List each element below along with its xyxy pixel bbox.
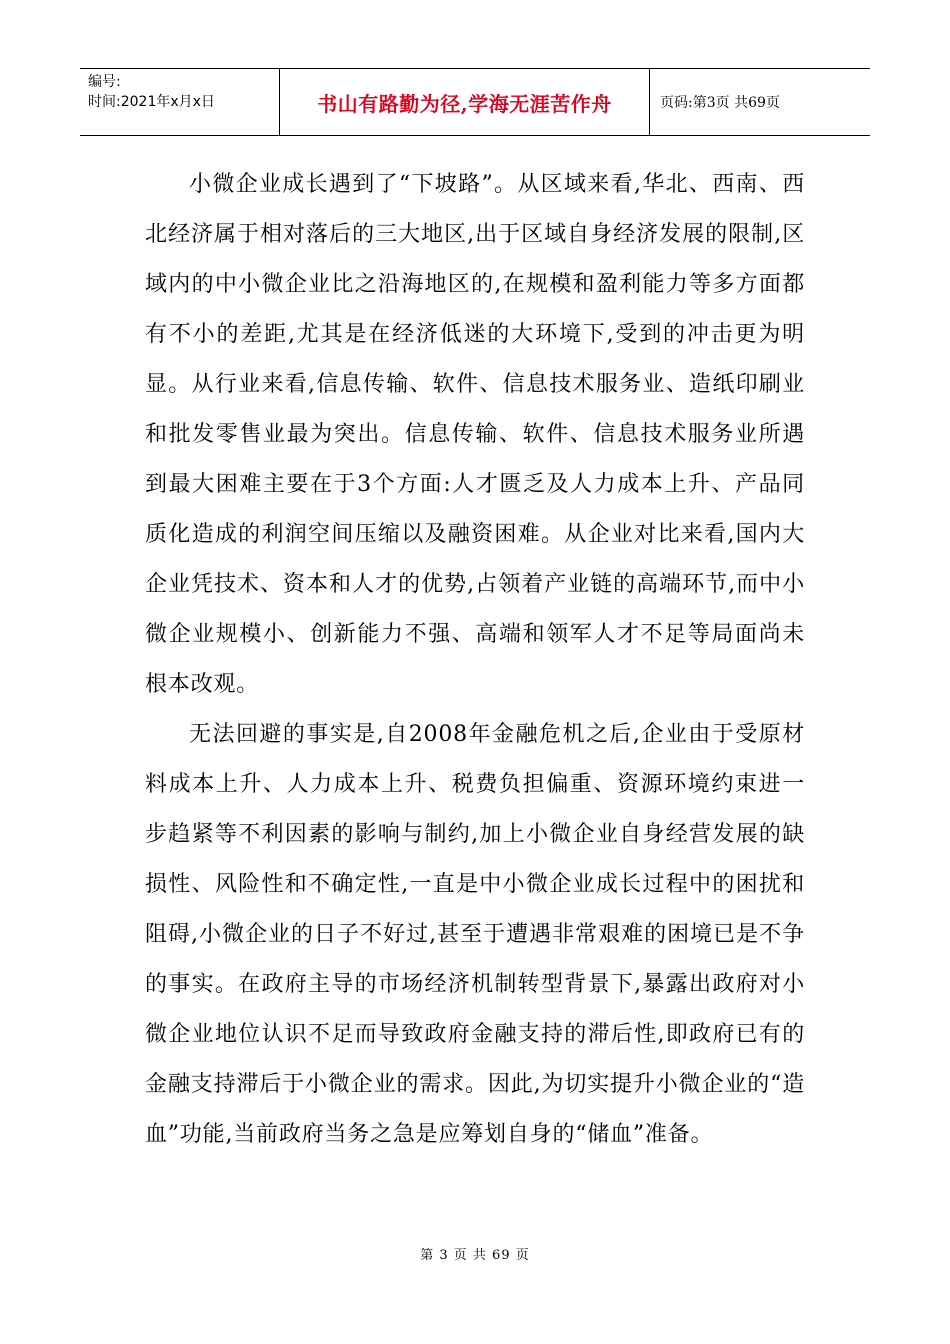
document-number-label: 编号: [88,74,121,90]
header-page-info: 页码:第3页 共69页 [660,95,780,111]
paragraph-1: 小微企业成长遇到了“下坡路”。从区域来看,华北、西南、西北经济属于相对落后的三大地区,出于区域自身经济发展的限制,区域内的中小微企业比之沿海地区的,在规模和盈利能力等多方面都有不小的差距,尤其是在经济低迷的大环境下,受到的冲击更为明显。从行业来看,信息传输、软件、信息技术服务业、造纸印刷业和批发零售业最为突出。信息传输、软件、信息技术服务业所遇到最大困难主要在于3个方面:人才匮乏及人力成本上升、产品同质化造成的利润空间压缩以及融资困难。从企业对比来看,国内大企业凭技术、资本和人才的优势,占领着产业链的高端环节,而中小微企业规模小、创新能力不强、高端和领军人才不足等局面尚未根本改观。 [145,172,805,697]
header-meta [80,69,280,135]
document-body [145,160,805,1160]
page-header [80,68,870,136]
header-motto: 书山有路勤为径,学海无涯苦作舟 [280,69,650,135]
document-date: 时间:2021年x月x日 [88,94,215,110]
page-footer: 第 3 页 共 69 页 [420,1248,530,1263]
paragraph-2: 无法回避的事实是,自2008年金融危机之后,企业由于受原材料成本上升、人力成本上升、税费负担偏重、资源环境约束进一步趋紧等不利因素的影响与制约,加上小微企业自身经营发展的缺损性、风险性和不确定性,一直是中小微企业成长过程中的困扰和阻碍,小微企业的日子不好过,甚至于遭遇非常艰难的困境已是不争的事实。在政府主导的市场经济机制转型背景下,暴露出政府对小微企业地位认识不足而导致政府金融支持的滞后性,即政府已有的金融支持滞后于小微企业的需求。因此,为切实提升小微企业的“造血”功能,当前政府当务之急是应筹划自身的“储血”准备。 [145,722,805,1147]
